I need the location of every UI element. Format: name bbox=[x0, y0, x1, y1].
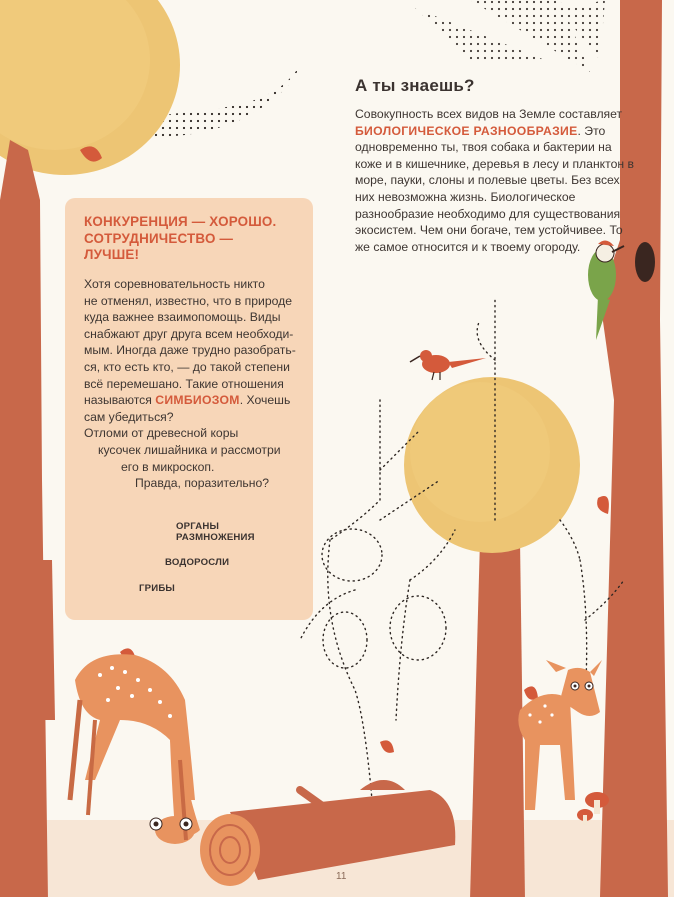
card-line: Правда, поразительно? bbox=[135, 476, 270, 491]
tree-trunk-left bbox=[0, 140, 48, 897]
card-line: кусочек лишайника и рассмотри bbox=[98, 442, 281, 457]
label-reproductive-organs bbox=[176, 521, 255, 543]
card-line: ся, кто есть кто, — до такой степени bbox=[84, 359, 290, 374]
label-reproductive-organs-line-1: ОРГАНЫ bbox=[176, 521, 220, 532]
did-you-know-title: А ты знаешь? bbox=[355, 76, 475, 95]
card-line: Отломи от древесной коры bbox=[84, 426, 239, 441]
card-body bbox=[84, 276, 308, 492]
leaf bbox=[597, 496, 609, 514]
card-line: куда важнее взаимопомощь. Виды bbox=[84, 310, 281, 325]
did-you-know-text bbox=[355, 106, 635, 255]
card-line: мым. Иногда даже трудно разобрать- bbox=[84, 343, 296, 358]
dotted-bushes bbox=[300, 300, 624, 800]
card-title bbox=[84, 214, 304, 264]
card-line: Хотя соревновательность никто bbox=[84, 277, 265, 291]
did-you-know-text-1: Совокупность всех видов на Земле составляет bbox=[355, 107, 623, 121]
card-title-line-2: СОТРУДНИЧЕСТВО — bbox=[84, 230, 234, 246]
card-line: снабжают друг друга всем необходи- bbox=[84, 326, 294, 341]
tree-hollow bbox=[635, 242, 655, 282]
card-line: его в микроскоп. bbox=[121, 459, 215, 474]
deer-right bbox=[518, 660, 602, 810]
biodiversity-term: БИОЛОГИЧЕСКОЕ РАЗНООБРАЗИЕ bbox=[355, 123, 578, 138]
did-you-know-text-2: . Это одновременно ты, твоя собака и бактерии на коже и в кишечнике, деревья в лесу и планктон в море, пауки, слоны и полевые цветы. Без всех них невозможна жизнь. Биологическое разнообразие необходимо для существования экосистем. Чем они богаче, тем устойчивее. То же самое относится и к твоему огороду. bbox=[355, 123, 634, 254]
did-you-know-section bbox=[355, 76, 635, 255]
leaf bbox=[380, 740, 394, 753]
card-title-line-3: ЛУЧШЕ! bbox=[84, 247, 140, 262]
page-number: 11 bbox=[336, 871, 347, 882]
card-title-line-1: КОНКУРЕНЦИЯ — ХОРОШО. bbox=[84, 214, 277, 229]
tree-trunk-middle bbox=[470, 540, 525, 897]
label-reproductive-organs-line-2: РАЗМНОЖЕНИЯ bbox=[176, 532, 255, 543]
label-fungi: ГРИБЫ bbox=[139, 583, 176, 594]
label-algae: ВОДОРОСЛИ bbox=[165, 557, 230, 568]
card-line bbox=[84, 392, 308, 409]
deer-left bbox=[70, 654, 200, 844]
card-line-text: называются bbox=[84, 393, 156, 408]
leaf bbox=[524, 686, 538, 699]
card-line: всё перемешано. Такие отношения bbox=[84, 376, 284, 391]
card-line-text: . Хочешь bbox=[239, 393, 291, 408]
card-line: не отменял, известно, что в природе bbox=[84, 293, 293, 308]
small-bird bbox=[410, 350, 486, 380]
symbiosis-term: СИМБИОЗОМ bbox=[155, 393, 240, 408]
card-line: сам убедиться? bbox=[84, 409, 174, 424]
